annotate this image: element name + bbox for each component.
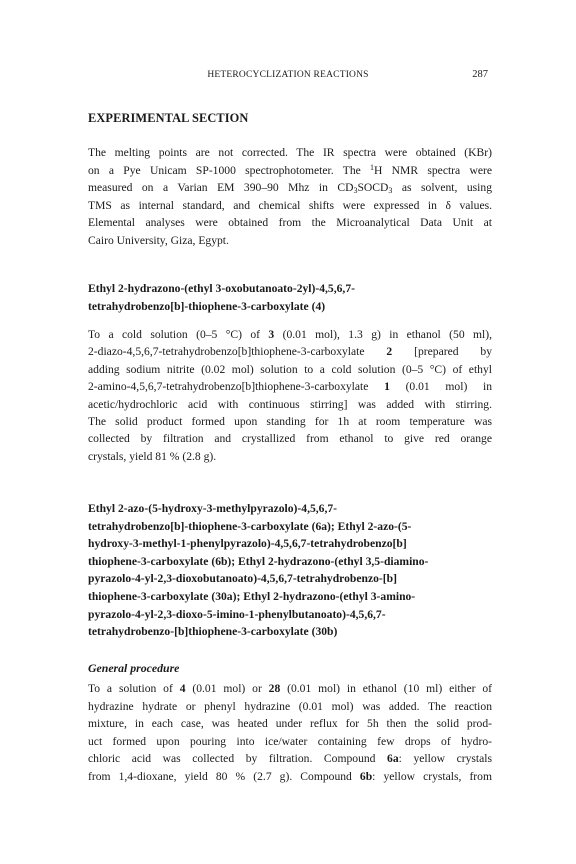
text-line: crystals, yield 81 % (2.8 g).	[88, 449, 217, 463]
text-line: The melting points are not corrected. The IR spectra were obtained (KBr)	[88, 146, 492, 159]
text-line: measured on a Varian EM 390–90 Mhz in $CD_3SOCD_3$ as solvent, using	[88, 181, 492, 195]
text-line: acetic/hydrochloric acid with continuous stirring] was added with stirring.	[88, 397, 492, 411]
text-line: collected by filtration and crystallized from ethanol to give red orange	[88, 432, 492, 446]
page-number: 287	[472, 69, 488, 80]
text-line: TMS as internal standard, and chemical shifts were expressed in δ values.	[88, 198, 492, 212]
running-head	[88, 68, 488, 82]
text-line: Cairo University, Giza, Egypt.	[88, 233, 229, 247]
text-line: on a Pye Unicam SP-1000 spectrophotometer. The $^1$H NMR spectra were	[88, 162, 492, 177]
compound-4-heading: Ethyl 2-hydrazono-(ethyl 3-oxobutanoato-2yl)-4,5,6,7- tetrahydrobenzo[b]-thiophene-3-carboxylate (4)	[88, 282, 355, 313]
general-procedure-paragraph	[88, 680, 492, 785]
general-procedure-subheading: General procedure	[88, 661, 180, 675]
compound-4-procedure	[88, 326, 492, 465]
text-line: Elemental analyses were obtained from the Microanalytical Data Unit at	[88, 216, 492, 229]
text-line: The solid product formed upon standing for 1h at room temperature was	[88, 415, 492, 429]
text-line: To a solution of 4 (0.01 mol) or 28 (0.01 mol) in ethanol (10 ml) either of	[88, 682, 492, 695]
compound-6-30-heading: Ethyl 2-azo-(5-hydroxy-3-methylpyrazolo)-4,5,6,7- tetrahydrobenzo[b]-thiophene-3-carboxylate (6a); Ethyl 2-azo-(5- hydroxy-3-methyl-1-phenylpyrazolo)-4,5,6,7-tetrahydrobenzo[b] thiophene-3-carboxylate (6b); Ethyl 2-hydrazono-(ethyl 3,5-diamino- pyrazolo-4-yl-2,3-dioxobutanoato)-4,5,6,7-tetrahydrobenzo-[b] thiophene-3-carboxylate (30a); Ethyl 2-hydrazono-(ethyl 3-amino- pyrazolo-4-yl-2,3-dioxo-5-imino-1-phenylbutanoato)-4,5,6,7- tetrahydrobenzo-[b]thiophene-3-carboxylate (30b)	[88, 502, 429, 639]
experimental-paragraph	[88, 144, 492, 249]
text-line: mixture, in each case, was heated under reflux for 5h then the solid prod-	[88, 717, 492, 730]
text-line: uct formed upon pouring into ice/water containing few drops of hydro-	[88, 734, 492, 748]
section-heading-experimental: EXPERIMENTAL SECTION	[88, 111, 249, 125]
text-line: from 1,4-dioxane, yield 80 % (2.7 g). Compound 6b: yellow crystals, from	[88, 769, 492, 783]
text-line: hydrazine hydrate or phenyl hydrazine (0.01 mol) was added. The reaction	[88, 699, 492, 713]
text-line: adding sodium nitrite (0.02 mol) solution to a cold solution (0–5 °C) of ethyl	[88, 362, 492, 376]
text-line: 2-diazo-4,5,6,7-tetrahydrobenzo[b]thiophene-3-carboxylate 2 [prepared by	[88, 345, 492, 359]
text-line: chloric acid was collected by filtration. Compound 6a: yellow crystals	[88, 752, 492, 765]
text-line: To a cold solution (0–5 °C) of 3 (0.01 mol), 1.3 g) in ethanol (50 ml),	[88, 328, 492, 341]
text-line: 2-amino-4,5,6,7-tetrahydrobenzo[b]thiophene-3-carboxylate 1 (0.01 mol) in	[88, 380, 493, 394]
running-title: HETEROCYCLIZATION REACTIONS	[207, 70, 369, 80]
